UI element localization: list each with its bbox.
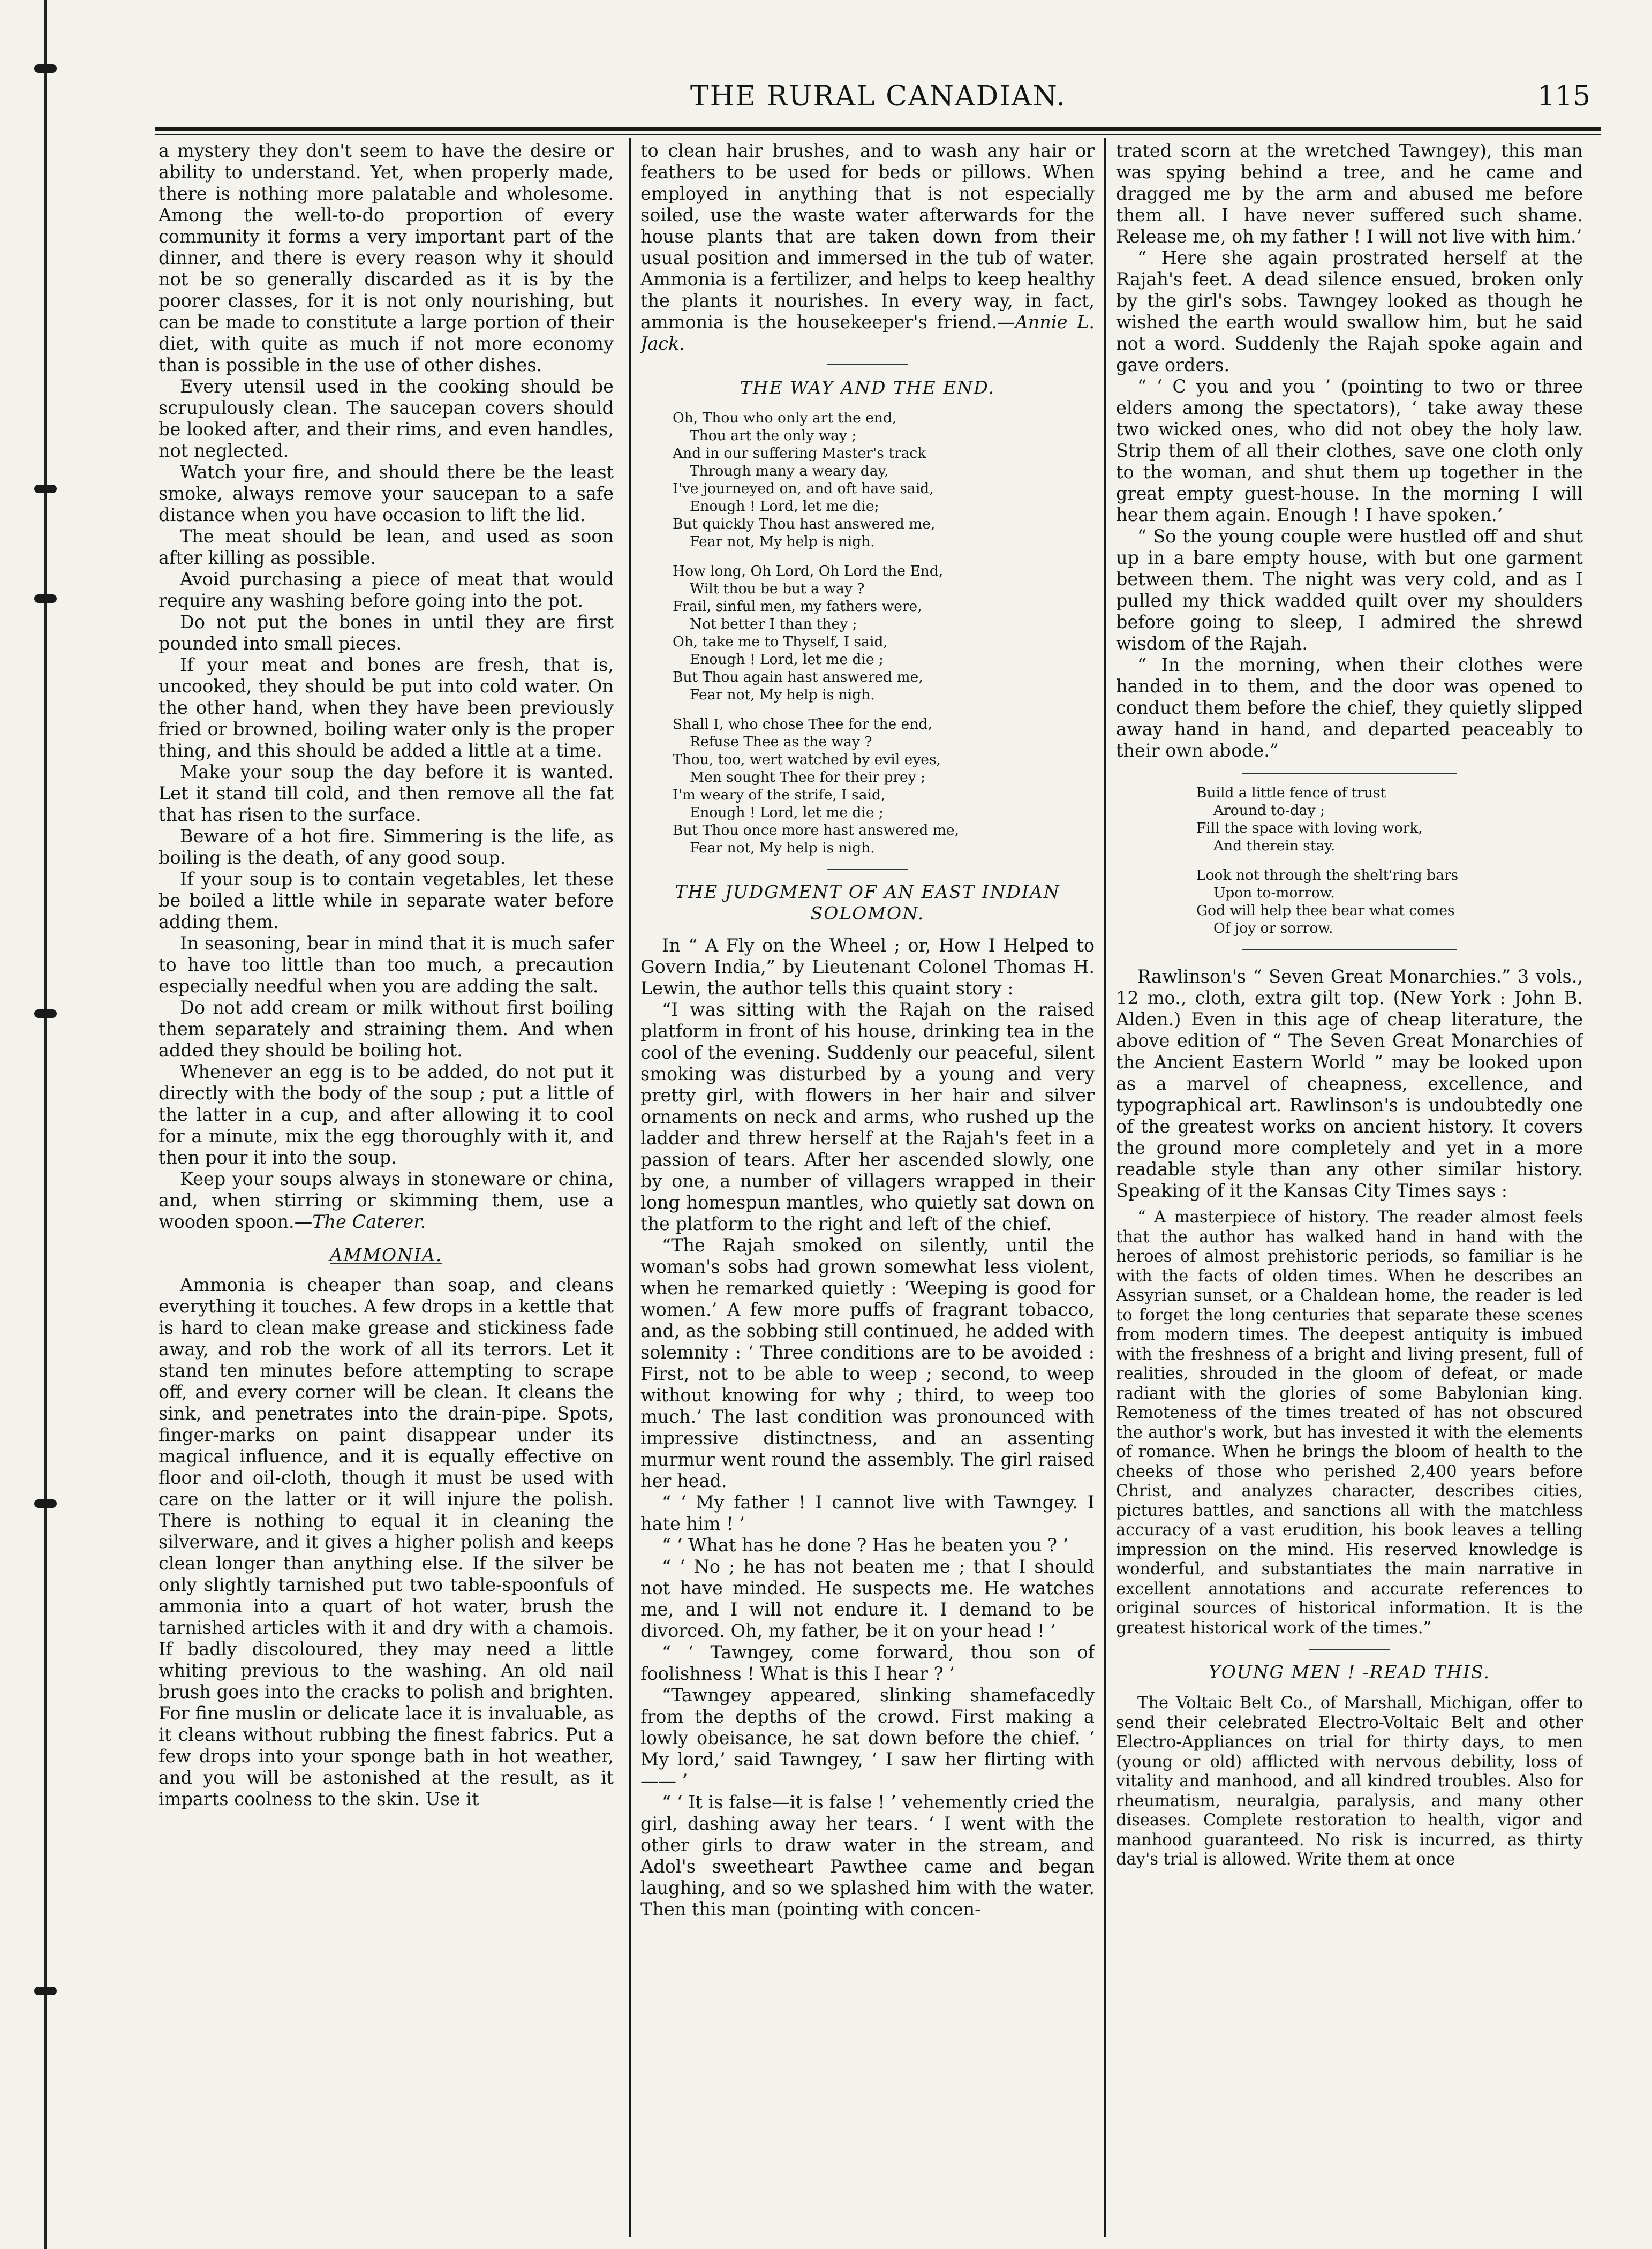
- publication-title: THE RURAL CANADIAN.: [690, 80, 1067, 112]
- verse-line: Of joy or sorrow.: [1213, 920, 1333, 937]
- paragraph: In seasoning, bear in mind that it is much safer to have too little than too much, a precaution especially needful when you are adding the salt.: [159, 933, 614, 997]
- poem-line: Oh, take me to Thyself, I said,: [673, 633, 888, 650]
- paragraph: Do not add cream or milk without first boiling them separately and straining them. And when added they should be boiling hot.: [159, 997, 614, 1061]
- verse-line: Around to-day ;: [1213, 802, 1325, 819]
- paragraph: “I was sitting with the Rajah on the raised platform in front of his house, drinking tea in the cool of the evening. Suddenly our peaceful, silent smoking was disturbed by a young and very pretty girl, with flowers in her hair and silver ornaments on neck and arms, who rushed up the ladder and threw herself at the Rajah's feet in a passion of tears. After her ascended slowly, one by one, a number of villagers wrapped in their long homespun mantles, who quietly sat down on the platform to the right and left of the chief.: [640, 999, 1095, 1234]
- author-credit: Annie L. Jack.: [640, 312, 1095, 354]
- poem: [673, 409, 1095, 857]
- poem-line: And in our suffering Master's track: [673, 445, 926, 462]
- header-rule-thin: [155, 134, 1601, 135]
- poem-line: I'm weary of the strife, I said,: [673, 787, 886, 803]
- paragraph: Beware of a hot fire. Simmering is the life, as boiling is the death, of any good soup.: [159, 826, 614, 868]
- verse-line: Fill the space with loving work,: [1196, 820, 1423, 836]
- paragraph: [640, 140, 1095, 354]
- verse-line: Look not through the shelt'ring bars: [1196, 867, 1459, 884]
- poem-line: Fear not, My help is nigh.: [690, 840, 875, 856]
- section-divider: [827, 364, 908, 365]
- poem-line: Thou art the only way ;: [690, 427, 857, 444]
- section-heading-ammonia: [159, 1244, 614, 1264]
- column-2: [640, 140, 1095, 2245]
- poem-line: Enough ! Lord, let me die;: [690, 498, 879, 515]
- paragraph: Do not put the bones in until they are first pounded into small pieces.: [159, 612, 614, 654]
- poem-line: I've journeyed on, and oft have said,: [673, 480, 934, 497]
- paragraph: “ ‘ What has he done ? Has he beaten you ? ’: [662, 1535, 1069, 1556]
- advertisement-heading: YOUNG MEN ! -READ THIS.: [1209, 1662, 1490, 1682]
- binding-mark: [34, 485, 57, 493]
- paragraph: “ ‘ Tawngey, come forward, thou son of foolishness ! What is this I hear ? ’: [640, 1642, 1095, 1684]
- paragraph: The meat should be lean, and used as soon after killing as possible.: [159, 526, 614, 568]
- paragraph: Ammonia is cheaper than soap, and cleans everything it touches. A few drops in a kettle that is hard to clean make grease and stickiness fade away, and rob the work of all its terrors. Let it stand ten minutes before attempting to scrape off, and every corner will be clean. It cleans the sink, and penetrates into the drain-pipe. Spots, finger-marks on paint disappear under its magical influence, and it is equally effective on floor and oil-cloth, though it must be used with care on the latter or it will injure the polish. There is nothing to equal it in cleaning the silverware, and it gives a higher polish and keeps clean longer than anything else. If the silver be only slightly tarnished put two table-spoonfuls of ammonia into a quart of hot water, brush the tarnished articles with it and dry with a chamois. If badly discoloured, they may need a little whiting previous to the washing. An old nail brush goes into the cracks to polish and brighten. For fine muslin or delicate lace it is invaluable, as it cleans without rubbing the finest fabrics. Put a few drops into your sponge bath in hot weather, and you will be astonished at the result, as it imparts coolness to the skin. Use it: [159, 1274, 614, 1809]
- poem-line: But Thou once more hast answered me,: [673, 822, 959, 839]
- story-title-line: THE JUDGMENT OF AN EAST INDIAN: [675, 881, 1060, 902]
- page-number: 115: [1537, 80, 1590, 112]
- verse: [1196, 784, 1583, 937]
- paragraph: Whenever an egg is to be added, do not put it directly with the body of the soup ; put a little of the latter in a cup, and after allowing it to cool for a minute, mix the egg thoroughly with it, and then pour it into the soup.: [159, 1061, 614, 1168]
- binding-mark: [34, 1987, 57, 1995]
- poem-line: Through many a weary day,: [690, 463, 889, 479]
- paragraph: “Tawngey appeared, slinking shamefacedly from the depths of the crowd. First making a lowly obeisance, he sat down before the chief. ‘ My lord,’ said Tawngey, ‘ I saw her flirting with—— ’: [640, 1685, 1095, 1791]
- verse-line: Upon to-morrow.: [1213, 885, 1335, 901]
- paragraph: “ So the young couple were hustled off and shut up in a bare empty house, with but one garment between them. The night was very cold, and as I pulled my thick wadded quilt over my shoulders before going to sleep, I admired the shrewd wisdom of the Rajah.: [1116, 526, 1583, 654]
- poem-title: THE WAY AND THE END.: [740, 377, 995, 398]
- paragraph: If your soup is to contain vegetables, let these be boiled a little while in separate water before adding them.: [159, 869, 614, 932]
- column-divider: [629, 138, 631, 2237]
- column-3: [1116, 140, 1583, 2245]
- poem-stanza: [673, 409, 1095, 550]
- paragraph: [159, 1168, 614, 1233]
- story-title-line: SOLOMON.: [810, 903, 925, 924]
- column-1: [159, 140, 614, 2245]
- story-title: [640, 881, 1095, 924]
- header-rule: [155, 127, 1601, 131]
- poem-stanza: [673, 715, 1095, 857]
- section-divider: [1309, 1649, 1390, 1650]
- paragraph: Make your soup the day before it is wanted. Let it stand till cold, and then remove all the fat that has risen to the surface.: [159, 761, 614, 825]
- paragraph: “ In the morning, when their clothes were handed in to them, and the door was opened to conduct them before the chief, they quietly slipped away hand in hand, and departed peaceably to their own abode.”: [1116, 654, 1583, 761]
- poem-line: Refuse Thee as the way ?: [690, 734, 872, 750]
- paragraph: “ Here she again prostrated herself at the Rajah's feet. A dead silence ensued, broken only by the girl's sobs. Tawngey looked as though he wished the earth would swallow him, but he said not a word. Suddenly the Rajah spoke again and gave orders.: [1116, 247, 1583, 375]
- poem-line: Wilt thou be but a way ?: [690, 580, 865, 597]
- paragraph: “ ‘ My father ! I cannot live with Tawngey. I hate him ! ’: [640, 1492, 1095, 1534]
- paragraph-text: to clean hair brushes, and to wash any hair or feathers to be used for beds or pillows. When employed in anything that is not especially soiled, use the waste water afterwards for the house plants that are taken down from their usual position and immersed in the tub of water. Ammonia is a fertilizer, and helps to keep healthy the plants it nourishes. In every way, in fact, ammonia is the housekeeper's friend.—: [640, 140, 1095, 333]
- verse-stanza: [1196, 784, 1583, 855]
- review-quote: “ A masterpiece of history. The reader almost feels that the author has walked hand in hand with the heroes of almost prehistoric periods, so familiar is he with the facts of olden times. When he describes an Assyrian sunset, or a Chaldean home, the reader is led to forget the long centuries that separate these scenes from modern times. The deepest antiquity is imbued with the freshness of a bright and living present, full of realities, shrouded in the gloom of defeat, or made radiant with the glories of some Babylonian king. Remoteness of the times treated of has not obscured the author's work, but has invested it with the elements of romance. When he brings the bloom of health to the cheeks of those who perished 2,400 years before Christ, and analyzes character, describes cities, pictures battles, and sanctions all with the matchless accuracy of a vast erudition, his book leaves a telling impression on the mind. His reserved knowledge is wonderful, and substantiates the main narrative in excellent annotations and accurate references to original sources of historical information. It is the greatest historical work of the times.”: [1116, 1208, 1583, 1637]
- verse-stanza: [1196, 866, 1583, 937]
- poem-line: Not better I than they ;: [690, 616, 857, 632]
- binding-mark: [34, 594, 57, 603]
- poem-line: But quickly Thou hast answered me,: [673, 516, 936, 532]
- paragraph: Avoid purchasing a piece of meat that would require any washing before going into the pot.: [159, 569, 614, 611]
- verse-line: Build a little fence of trust: [1196, 784, 1386, 801]
- paragraph: a mystery they don't seem to have the desire or ability to understand. Yet, when properly made, there is nothing more palatable and wholesome. Among the well-to-do proportion of every community it forms a very important part of the dinner, and there is every reason why it should not be so generally discarded as it is by the poorer classes, for it is not only nourishing, but can be made to constitute a large portion of their diet, with quite as much if not more economy than is possible in the use of other dishes.: [159, 140, 614, 375]
- paragraph: “ ‘ No ; he has not beaten me ; that I should not have minded. He suspects me. He watches me, and I will not endure it. I demand to be divorced. Oh, my father, be it on your head ! ’: [640, 1556, 1095, 1641]
- poem-line: How long, Oh Lord, Oh Lord the End,: [673, 563, 944, 579]
- poem-line: Enough ! Lord, let me die ;: [690, 804, 884, 821]
- poem-line: Shall I, who chose Thee for the end,: [673, 716, 932, 733]
- paragraph: Every utensil used in the cooking should be scrupulously clean. The saucepan covers should be looked after, and their rims, and even handles, not neglected.: [159, 376, 614, 461]
- column-divider: [1104, 138, 1106, 2237]
- binding-mark: [34, 1009, 57, 1018]
- binding-mark: [34, 1499, 57, 1508]
- poem-line: But Thou again hast answered me,: [673, 669, 923, 685]
- paragraph: “ ‘ It is false—it is false ! ’ vehemently cried the girl, dashing away her tears. ‘ I went with the other girls to draw water in the stream, and Adol's sweetheart Pawthee came and began laughing, and so we splashed him with the water. Then this man (pointing with concen-: [640, 1792, 1095, 1920]
- section-divider: [1242, 949, 1457, 950]
- source-credit: The Caterer.: [312, 1211, 426, 1232]
- paragraph: In “ A Fly on the Wheel ; or, How I Helped to Govern India,” by Lieutenant Colonel Thomas H. Lewin, the author tells this quaint story :: [640, 935, 1095, 999]
- verse-line: And therein stay.: [1213, 837, 1336, 854]
- poem-line: Thou, too, wert watched by evil eyes,: [673, 751, 941, 768]
- poem-line: Fear not, My help is nigh.: [690, 533, 875, 550]
- paragraph: trated scorn at the wretched Tawngey), this man was spying behind a tree, and he came and dragged me by the arm and abused me before them all. I have never suffered such shame. Release me, oh my father ! I will not live with him.’: [1116, 140, 1583, 247]
- paragraph: “The Rajah smoked on silently, until the woman's sobs had grown somewhat less violent, when he remarked quietly : ‘Weeping is good for women.’ A few more puffs of fragrant tobacco, and, as the sobbing still continued, he added with solemnity : ‘ Three conditions are to be avoided : First, not to be able to weep ; second, to weep without knowing for why ; third, to weep too much.’ The last condition was pronounced with impressive distinctness, and an assenting murmur went round the assembly. The girl raised her head.: [640, 1235, 1095, 1491]
- verse-line: God will help thee bear what comes: [1196, 902, 1455, 919]
- binding-mark: [34, 64, 57, 73]
- book-review: Rawlinson's “ Seven Great Monarchies.” 3 vols., 12 mo., cloth, extra gilt top. (New York : John B. Alden.) Even in this age of cheap literature, the above edition of “ The Seven Great Monarchies of the Ancient Eastern World ” may be looked upon as a marvel of cheapness, excellence, and typographical art. Rawlinson's is undoubtedly one of the greatest works on ancient history. It covers the ground more completely and yet in a more readable style than any other similar history. Speaking of it the Kansas City Times says :: [1116, 966, 1583, 1201]
- section-divider: [1242, 773, 1457, 774]
- paragraph-text: Keep your soups always in stoneware or china, and, when stirring or skimming them, use a wooden spoon.—: [159, 1168, 614, 1232]
- poem-line: Fear not, My help is nigh.: [690, 686, 875, 703]
- heading-text: AMMONIA.: [329, 1244, 443, 1265]
- paragraph: Watch your fire, and should there be the least smoke, always remove your saucepan to a safe distance when you have occasion to lift the lid.: [159, 462, 614, 525]
- poem-line: Frail, sinful men, my fathers were,: [673, 598, 922, 615]
- poem-line: Men sought Thee for their prey ;: [690, 769, 926, 786]
- poem-line: Oh, Thou who only art the end,: [673, 410, 897, 426]
- page-left-edge: [44, 0, 47, 2249]
- paragraph: “ ‘ C you and you ’ (pointing to two or three elders among the spectators), ‘ take away these two wicked ones, who did not obey the holy law. Strip them of all their clothes, save one cloth only to the woman, and shut them up together in the great empty guest-house. In the morning I will hear them again. Enough ! I have spoken.’: [1116, 376, 1583, 525]
- running-header: [155, 80, 1601, 117]
- paragraph: If your meat and bones are fresh, that is, uncooked, they should be put into cold water. On the other hand, when they have been previously fried or browned, boiling water only is the proper thing, and this should be added a little at a time.: [159, 654, 614, 761]
- advertisement: The Voltaic Belt Co., of Marshall, Michigan, offer to send their celebrated Electro-Voltaic Belt and other Electro-Appliances on trial for thirty days, to men (young or old) afflicted with nervous debility, loss of vitality and manhood, and all kindred troubles. Also for rheumatism, neuralgia, paralysis, and many other diseases. Complete restoration to health, vigor and manhood guaranteed. No risk is incurred, as thirty day's trial is allowed. Write them at once: [1116, 1694, 1583, 1869]
- poem-stanza: [673, 562, 1095, 704]
- poem-line: Enough ! Lord, let me die ;: [690, 651, 884, 668]
- section-divider: [827, 869, 908, 870]
